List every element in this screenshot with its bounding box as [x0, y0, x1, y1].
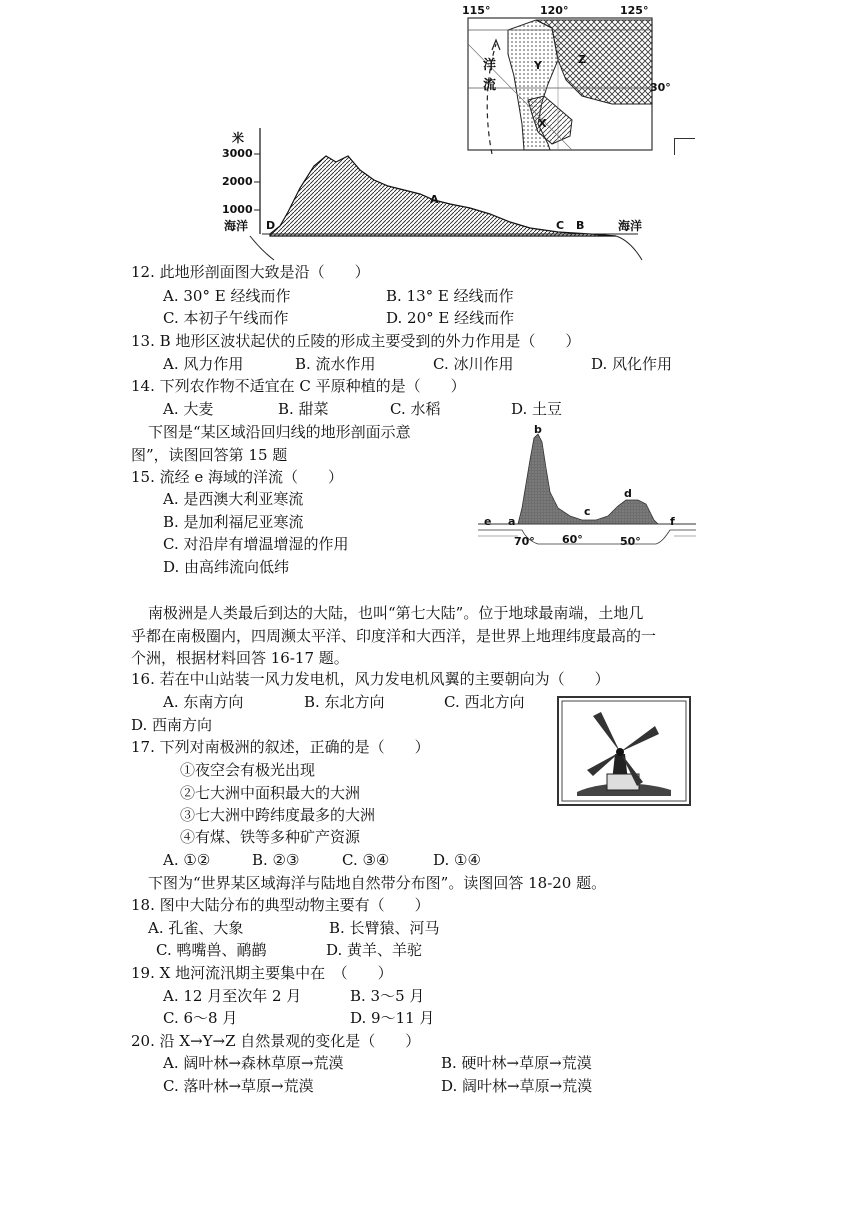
q17-statement-3: ③七大洲中跨纬度最多的大洲	[180, 806, 376, 824]
q13-stem: 13. B 地形区波状起伏的丘陵的形成主要受到的外力作用是（ ）	[131, 332, 581, 350]
q16-option-c: C. 西北方向	[444, 693, 525, 711]
q16-option-b: B. 东北方向	[304, 693, 385, 711]
q16-stem: 16. 若在中山站装一风力发电机，风力发电机风翼的主要朝向为（ ）	[131, 670, 610, 688]
q20-stem: 20. 沿 X→Y→Z 自然景观的变化是（ ）	[131, 1032, 421, 1050]
q20-option-d: D. 阔叶林→草原→荒漠	[441, 1077, 593, 1095]
current-label-2: 流	[483, 78, 497, 93]
q17-option-c: C. ③④	[342, 851, 390, 869]
q15-option-b: B. 是加利福尼亚寒流	[163, 513, 304, 531]
q12-option-c: C. 本初子午线而作	[163, 309, 289, 327]
tropic-point-d: d	[624, 487, 632, 500]
tropic-lon-50: 50°	[620, 535, 641, 548]
q14-option-b: B. 甜菜	[278, 400, 329, 418]
q17-statement-4: ④有煤、铁等多种矿产资源	[180, 828, 361, 846]
terrain-profile-shape	[270, 156, 616, 236]
intro16-line1: 南极洲是人类最后到达的大陆，也叫“第七大陆”。位于地球最南端，土地几	[148, 604, 644, 622]
tropic-point-f: f	[670, 515, 675, 528]
lon-label-125: 125°	[620, 4, 649, 17]
profile-tick-3000: 3000	[222, 147, 253, 160]
q19-option-a: A. 12 月至次年 2 月	[163, 987, 302, 1005]
q12-option-a: A. 30° E 经线而作	[163, 287, 291, 305]
q18-option-d: D. 黄羊、羊驼	[326, 941, 423, 959]
profile-tick-1000: 1000	[222, 203, 253, 216]
q16-option-d: D. 西南方向	[131, 716, 213, 734]
windmill-svg	[559, 698, 689, 804]
q20-option-c: C. 落叶林→草原→荒漠	[163, 1077, 314, 1095]
tropic-point-a: a	[508, 515, 516, 528]
windmill-picture	[557, 696, 691, 806]
tropic-profile-figure	[478, 420, 696, 552]
q20-option-b: B. 硬叶林→草原→荒漠	[441, 1054, 592, 1072]
profile-unit: 米	[232, 131, 245, 145]
q13-option-b: B. 流水作用	[295, 355, 376, 373]
q13-option-c: C. 冰川作用	[433, 355, 514, 373]
q12-option-d: D. 20° E 经线而作	[386, 309, 515, 327]
profile-tick-2000: 2000	[222, 175, 253, 188]
q17-statement-1: ①夜空会有极光出现	[180, 761, 316, 779]
q19-option-c: C. 6～8 月	[163, 1009, 238, 1027]
tropic-profile-svg	[478, 420, 696, 552]
lat-label-30: 30°	[650, 81, 671, 94]
q15-stem: 15. 流经 e 海域的洋流（ ）	[131, 468, 344, 486]
q14-option-c: C. 水稻	[390, 400, 441, 418]
q14-option-a: A. 大麦	[163, 400, 214, 418]
q17-option-b: B. ②③	[252, 851, 300, 869]
tropic-lon-70: 70°	[514, 535, 535, 548]
q12-stem: 12. 此地形剖面图大致是沿（ ）	[131, 263, 370, 281]
intro16-line3: 个洲，根据材料回答 16-17 题。	[131, 649, 349, 667]
zone-label-z: Z	[578, 53, 586, 66]
terrain-profile-figure	[218, 124, 658, 264]
tropic-lon-60: 60°	[562, 533, 583, 546]
q19-stem: 19. X 地河流汛期主要集中在 （ ）	[131, 964, 393, 982]
q13-option-d: D. 风化作用	[591, 355, 673, 373]
q18-stem: 18. 图中大陆分布的典型动物主要有（ ）	[131, 896, 430, 914]
q17-statement-2: ②七大洲中面积最大的大洲	[180, 784, 361, 802]
profile-point-a: A	[430, 193, 439, 206]
q16-option-a: A. 东南方向	[163, 693, 244, 711]
windmill-blade	[593, 712, 620, 752]
q19-option-d: D. 9～11 月	[350, 1009, 435, 1027]
intro15-line2: 图”，读图回答第 15 题	[131, 446, 288, 464]
q17-stem: 17. 下列对南极洲的叙述，正确的是（ ）	[131, 738, 430, 756]
profile-right-sea: 海洋	[618, 219, 643, 233]
profile-left-sea: 海洋	[224, 219, 249, 233]
lon-label-120: 120°	[540, 4, 569, 17]
profile-point-c: C	[556, 219, 565, 232]
q19-option-b: B. 3～5 月	[350, 987, 425, 1005]
q12-option-b: B. 13° E 经线而作	[386, 287, 514, 305]
q13-option-a: A. 风力作用	[163, 355, 244, 373]
q14-stem: 14. 下列农作物不适宜在 C 平原种植的是（ ）	[131, 377, 466, 395]
corner-mark	[674, 138, 695, 155]
profile-point-b: B	[576, 219, 585, 232]
q15-option-d: D. 由高纬流向低纬	[163, 558, 290, 576]
tropic-point-c: c	[584, 505, 591, 518]
q18-option-a: A. 孔雀、大象	[148, 919, 244, 937]
tropic-point-b: b	[534, 423, 542, 436]
q14-option-d: D. 土豆	[511, 400, 563, 418]
tropic-point-e: e	[484, 515, 492, 528]
q15-option-c: C. 对沿岸有增温增湿的作用	[163, 535, 349, 553]
lon-label-115: 115°	[462, 4, 491, 17]
q17-option-d: D. ①④	[433, 851, 481, 869]
q15-option-a: A. 是西澳大利亚寒流	[163, 490, 304, 508]
profile-point-d: D	[266, 219, 276, 232]
q18-option-b: B. 长臂猿、河马	[329, 919, 440, 937]
q20-option-a: A. 阔叶林→森林草原→荒漠	[163, 1054, 344, 1072]
q18-option-c: C. 鸭嘴兽、鸸鹋	[156, 941, 267, 959]
zone-label-x: X	[538, 117, 547, 130]
current-label-1: 洋	[483, 58, 497, 73]
intro18-line1: 下图为“世界某区域海洋与陆地自然带分布图”。读图回答 18-20 题。	[148, 874, 607, 892]
intro15-line1: 下图是“某区域沿回归线的地形剖面示意	[148, 423, 411, 441]
zone-label-y: Y	[534, 59, 542, 72]
intro16-line2: 乎都在南极圈内，四周濒太平洋、印度洋和大西洋，是世界上地理纬度最高的一	[131, 627, 657, 645]
q17-option-a: A. ①②	[163, 851, 211, 869]
